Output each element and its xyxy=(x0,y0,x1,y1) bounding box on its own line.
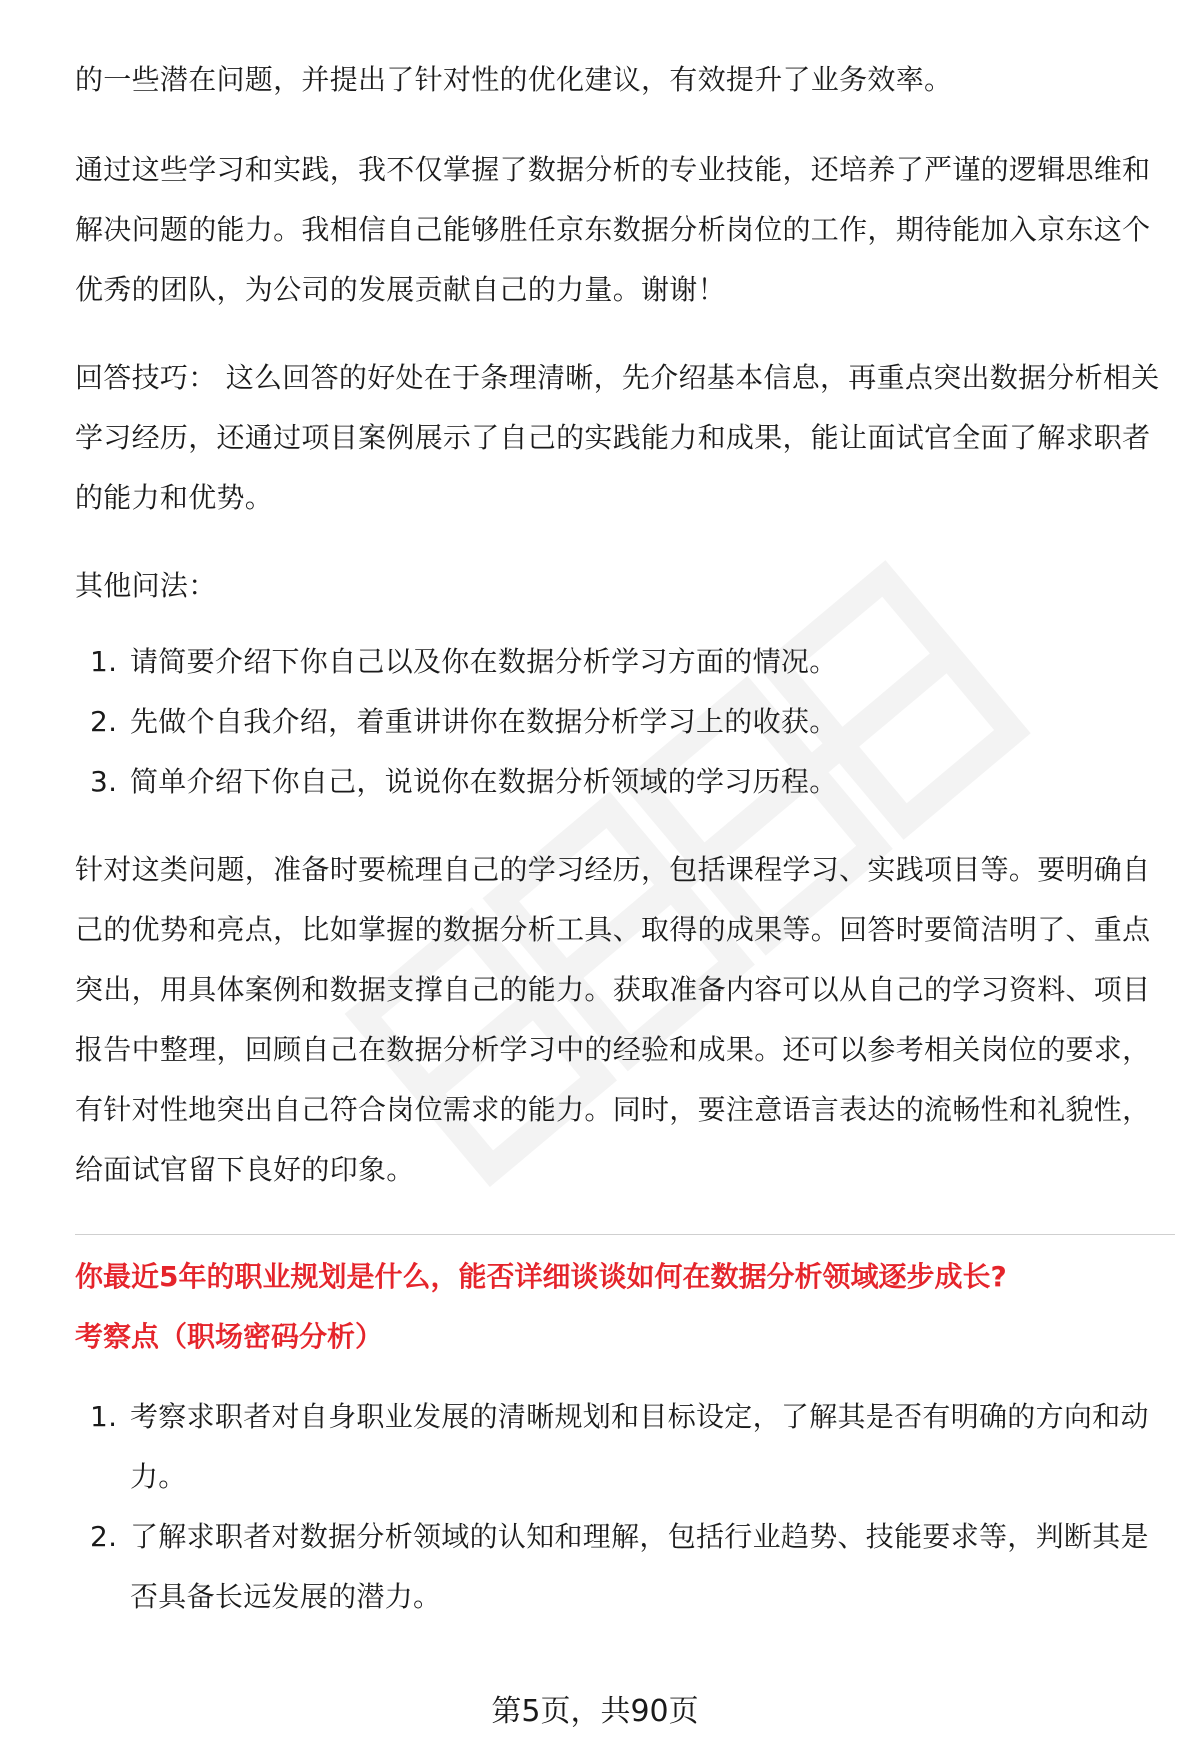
list-number: 2. xyxy=(90,705,118,738)
list-number: 1. xyxy=(90,645,118,678)
page-number-footer: 第5页，共90页 xyxy=(491,1694,699,1729)
document-page xyxy=(75,50,1175,1655)
list-text: 了解求职者对数据分析领域的认知和理解，包括行业趋势、技能要求等，判断其是否具备长远发展的潜力。 xyxy=(130,1520,1149,1613)
list-number: 2. xyxy=(90,1520,118,1553)
list-item xyxy=(75,692,1175,752)
list-text: 请简要介绍下你自己以及你在数据分析学习方面的情况。 xyxy=(130,645,838,678)
question-title: 你最近5年的职业规划是什么，能否详细谈谈如何在数据分析领域逐步成长? xyxy=(75,1260,1007,1293)
question-subtitle: 考察点（职场密码分析） xyxy=(75,1320,384,1353)
section-divider xyxy=(75,1234,1175,1235)
list-text: 简单介绍下你自己，说说你在数据分析领域的学习历程。 xyxy=(130,765,838,798)
paragraph-continuation: 的一些潜在问题，并提出了针对性的优化建议，有效提升了业务效率。 xyxy=(75,63,953,96)
assessment-points-list xyxy=(75,1387,1175,1627)
list-item xyxy=(75,632,1175,692)
list-text: 先做个自我介绍，着重讲讲你在数据分析学习上的收获。 xyxy=(130,705,838,738)
paragraph-answer-tips: 回答技巧： 这么回答的好处在于条理清晰，先介绍基本信息，再重点突出数据分析相关学习经历，还通过项目案例展示了自己的实践能力和成果，能让面试官全面了解求职者的能力和优势。 xyxy=(75,361,1160,514)
paragraph-conclusion: 通过这些学习和实践，我不仅掌握了数据分析的专业技能，还培养了严谨的逻辑思维和解决问题的能力。我相信自己能够胜任京东数据分析岗位的工作，期待能加入京东这个优秀的团队，为公司的发展贡献自己的力量。谢谢！ xyxy=(75,153,1151,306)
list-number: 1. xyxy=(90,1400,118,1433)
paragraph-preparation-advice: 针对这类问题，准备时要梳理自己的学习经历，包括课程学习、实践项目等。要明确自己的优势和亮点，比如掌握的数据分析工具、取得的成果等。回答时要简洁明了、重点突出，用具体案例和数据支撑自己的能力。获取准备内容可以从自己的学习资料、项目报告中整理，回顾自己在数据分析学习中的经验和成果。还可以参考相关岗位的要求，有针对性地突出自己符合岗位需求的能力。同时，要注意语言表达的流畅性和礼貌性，给面试官留下良好的印象。 xyxy=(75,853,1151,1186)
list-text: 考察求职者对自身职业发展的清晰规划和目标设定，了解其是否有明确的方向和动力。 xyxy=(130,1400,1149,1493)
list-item xyxy=(75,1387,1175,1507)
other-questions-heading: 其他问法： xyxy=(75,569,217,602)
list-number: 3. xyxy=(90,765,118,798)
other-questions-list xyxy=(75,632,1175,812)
list-item xyxy=(75,752,1175,812)
list-item xyxy=(75,1507,1175,1627)
